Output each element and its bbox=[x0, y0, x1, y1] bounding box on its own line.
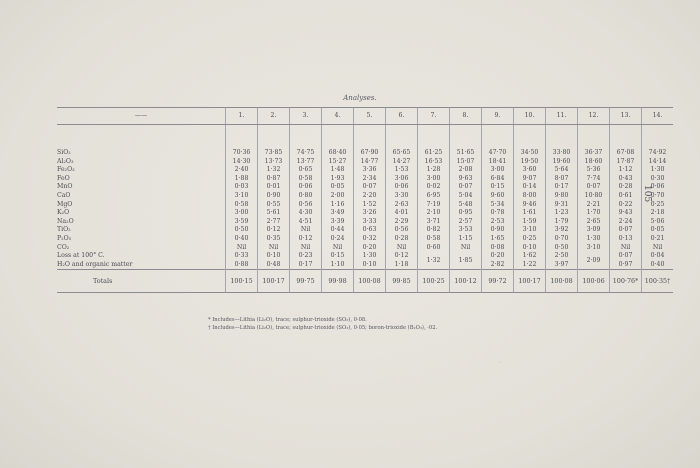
total-value: 99·98 bbox=[322, 270, 354, 293]
table-cell: 8·00 bbox=[522, 191, 537, 199]
table-cell: 0·58 bbox=[426, 234, 441, 242]
table-cell: 1·12 bbox=[618, 166, 633, 174]
table-cell: 1·70 bbox=[586, 209, 601, 217]
analysis-column-8 bbox=[450, 125, 482, 270]
table-cell: 2·34 bbox=[362, 174, 377, 182]
table-cell: 1·62 bbox=[522, 252, 537, 260]
table-cell: 0·82 bbox=[426, 226, 441, 234]
analysis-column-11 bbox=[546, 125, 578, 270]
table-cell: 0·88 bbox=[234, 260, 249, 268]
table-cell: 73·85 bbox=[264, 149, 283, 156]
row-label: SiO₂ bbox=[57, 149, 71, 156]
table-cell: 0·55 bbox=[266, 200, 281, 208]
table-cell: 0·15 bbox=[490, 183, 505, 191]
table-cell: 0·40 bbox=[234, 234, 249, 242]
table-cell: 9·07 bbox=[522, 174, 537, 182]
table-cell: 2·00 bbox=[330, 191, 345, 199]
footnotes bbox=[208, 316, 437, 332]
table-cell: 0·07 bbox=[458, 183, 473, 191]
column-header-11: 11. bbox=[546, 108, 578, 125]
totals-label: Totals bbox=[57, 270, 226, 293]
table-cell: 7·19 bbox=[426, 200, 441, 208]
table-cell: 5·64 bbox=[554, 166, 569, 174]
table-cell: 0·90 bbox=[266, 191, 281, 199]
table-cell: 5·04 bbox=[458, 191, 473, 199]
table-cell: 2·20 bbox=[362, 191, 377, 199]
analysis-column-9 bbox=[482, 125, 514, 270]
table-cell: Nil bbox=[652, 243, 663, 251]
table-cell: 0·97 bbox=[618, 260, 633, 268]
table-cell: 18·60 bbox=[584, 157, 603, 165]
table-cell-merged: 2·09 bbox=[586, 257, 601, 265]
table-cell: 67·90 bbox=[360, 149, 379, 156]
analysis-column-4 bbox=[322, 125, 354, 270]
table-body-row bbox=[57, 125, 673, 270]
column-header-7: 7. bbox=[418, 108, 450, 125]
table-cell: 3·06 bbox=[394, 174, 409, 182]
table-cell-merged: 1·85 bbox=[458, 257, 473, 265]
table-cell: 3·49 bbox=[330, 209, 345, 217]
table-cell: 15·07 bbox=[456, 157, 475, 165]
table-cell: 0·07 bbox=[618, 252, 633, 260]
table-cell: 2·63 bbox=[394, 200, 409, 208]
table-cell: 0·23 bbox=[298, 252, 313, 260]
table-cell: 8·07 bbox=[554, 174, 569, 182]
table-cell: 0·25 bbox=[650, 200, 665, 208]
table-cell: Nil bbox=[268, 243, 279, 251]
table-cell: 2·82 bbox=[490, 260, 505, 268]
analysis-column-5 bbox=[354, 125, 386, 270]
table-cell: 70·36 bbox=[232, 149, 251, 156]
table-cell: 2·53 bbox=[490, 217, 505, 225]
table-cell: 0·01 bbox=[266, 183, 281, 191]
column-header-14: 14. bbox=[642, 108, 674, 125]
row-label: Na₂O bbox=[57, 217, 74, 225]
total-value: 100·17 bbox=[514, 270, 546, 293]
table-cell: 19·60 bbox=[552, 157, 571, 165]
total-value: 99·72 bbox=[482, 270, 514, 293]
table-cell: 0·87 bbox=[266, 174, 281, 182]
table-cell: 0·61 bbox=[618, 191, 633, 199]
table-cell: Nil bbox=[236, 243, 247, 251]
table-cell: 3·09 bbox=[586, 226, 601, 234]
row-label: CaO bbox=[57, 191, 71, 199]
table-cell: 1·10 bbox=[330, 260, 345, 268]
total-value: 100·25 bbox=[418, 270, 450, 293]
table-cell: 3·10 bbox=[234, 191, 249, 199]
analysis-column-6 bbox=[386, 125, 418, 270]
table-cell: 1·16 bbox=[330, 200, 345, 208]
column-header-2: 2. bbox=[258, 108, 290, 125]
table-cell: 3·00 bbox=[426, 174, 441, 182]
table-cell: 4·51 bbox=[298, 217, 313, 225]
table-cell-merged: 1·32 bbox=[426, 257, 441, 265]
table-cell: 6·95 bbox=[426, 191, 441, 199]
table-cell: 2·57 bbox=[458, 217, 473, 225]
table-cell: 3·00 bbox=[490, 166, 505, 174]
table-cell: 0·10 bbox=[266, 252, 281, 260]
table-cell: 1·30 bbox=[362, 252, 377, 260]
table-cell: 3·36 bbox=[362, 166, 377, 174]
table-cell: 1·32 bbox=[266, 166, 281, 174]
table-cell: 3·10 bbox=[586, 243, 601, 251]
table-cell: 6·84 bbox=[490, 174, 505, 182]
total-value: 100·06 bbox=[578, 270, 610, 293]
total-value: 100·12 bbox=[450, 270, 482, 293]
table-cell: 0·03 bbox=[234, 183, 249, 191]
table-cell: 9·43 bbox=[618, 209, 633, 217]
table-cell: Nil bbox=[620, 243, 631, 251]
column-header-5: 5. bbox=[354, 108, 386, 125]
total-value: 100·08 bbox=[546, 270, 578, 293]
table-cell: 7·74 bbox=[586, 174, 601, 182]
table-cell: 3·30 bbox=[394, 191, 409, 199]
table-cell: 9·80 bbox=[554, 191, 569, 199]
table-cell: 0·13 bbox=[618, 234, 633, 242]
table-cell: 74·92 bbox=[648, 149, 667, 156]
table-cell: 0·14 bbox=[522, 183, 537, 191]
table-cell: 0·05 bbox=[330, 183, 345, 191]
table-cell: 0·48 bbox=[266, 260, 281, 268]
table-cell: 0·28 bbox=[618, 183, 633, 191]
total-value: 100·76* bbox=[610, 270, 642, 293]
analyses-table bbox=[57, 107, 673, 293]
table-cell: 0·07 bbox=[618, 226, 633, 234]
table-cell: 0·44 bbox=[330, 226, 345, 234]
table-cell: 5·48 bbox=[458, 200, 473, 208]
table-cell: 0·10 bbox=[362, 260, 377, 268]
row-label: Loss at 100° C. bbox=[57, 252, 105, 260]
table-cell: 2·24 bbox=[618, 217, 633, 225]
table-cell: 0·90 bbox=[490, 226, 505, 234]
table-cell: 0·15 bbox=[330, 252, 345, 260]
table-cell: 0·56 bbox=[394, 226, 409, 234]
table-cell: 0·25 bbox=[522, 234, 537, 242]
table-cell: 1·28 bbox=[426, 166, 441, 174]
row-label: Fe₂O₃ bbox=[57, 166, 75, 174]
constituent-labels bbox=[57, 125, 226, 270]
table-cell: 3·71 bbox=[426, 217, 441, 225]
table-cell: 0·06 bbox=[298, 183, 313, 191]
table-cell: 0·60 bbox=[426, 243, 441, 251]
table-cell: 3·92 bbox=[554, 226, 569, 234]
analysis-column-7 bbox=[418, 125, 450, 270]
analysis-column-3 bbox=[290, 125, 322, 270]
table-cell: 0·06 bbox=[650, 183, 665, 191]
table-cell: 16·53 bbox=[424, 157, 443, 165]
analysis-column-14 bbox=[642, 125, 674, 270]
table-cell: 2·08 bbox=[458, 166, 473, 174]
column-header-13: 13. bbox=[610, 108, 642, 125]
table-cell: 5·61 bbox=[266, 209, 281, 217]
analysis-column-10 bbox=[514, 125, 546, 270]
table-cell: Nil bbox=[332, 243, 343, 251]
table-cell: 1·53 bbox=[394, 166, 409, 174]
table-cell: 9·46 bbox=[522, 200, 537, 208]
table-cell: 2·40 bbox=[234, 166, 249, 174]
table-cell: 0·17 bbox=[298, 260, 313, 268]
table-cell: 1·61 bbox=[522, 209, 537, 217]
table-cell: 1·22 bbox=[522, 260, 537, 268]
footnote-2: † Includes—Lithia (Li₂O), trace; sulphur-trioxide (SO₃), 0·05; boron-trioxide (B₂O₃), ·02. bbox=[208, 325, 438, 331]
table-cell: 15·27 bbox=[328, 157, 347, 165]
footnote-1: * Includes—Lithia (Li₂O), trace; sulphur-trioxide (SO₃), 0·08. bbox=[208, 317, 367, 323]
table-cell: 0·07 bbox=[362, 183, 377, 191]
column-header-12: 12. bbox=[578, 108, 610, 125]
column-header-1: 1. bbox=[226, 108, 258, 125]
table-cell: 0·32 bbox=[362, 234, 377, 242]
table-cell: 0·12 bbox=[394, 252, 409, 260]
table-cell: 0·07 bbox=[586, 183, 601, 191]
table-cell: 0·17 bbox=[554, 183, 569, 191]
table-cell: 0·80 bbox=[298, 191, 313, 199]
table-cell: 0·30 bbox=[650, 174, 665, 182]
row-label: CO₂ bbox=[57, 243, 70, 251]
table-cell: 3·59 bbox=[234, 217, 249, 225]
total-value: 100·15 bbox=[226, 270, 258, 293]
table-cell: 4·01 bbox=[394, 209, 409, 217]
table-cell: 14·27 bbox=[392, 157, 411, 165]
analysis-column-13 bbox=[610, 125, 642, 270]
table-cell: 34·50 bbox=[520, 149, 539, 156]
table-cell: 0·58 bbox=[298, 174, 313, 182]
table-cell: 1·59 bbox=[522, 217, 537, 225]
table-cell: 1·52 bbox=[362, 200, 377, 208]
table-cell: 1·23 bbox=[554, 209, 569, 217]
table-cell: 0·06 bbox=[394, 183, 409, 191]
table-cell: Nil bbox=[300, 226, 311, 234]
table-cell: 2·65 bbox=[586, 217, 601, 225]
column-header-3: 3. bbox=[290, 108, 322, 125]
table-cell: 0·50 bbox=[554, 243, 569, 251]
table-cell: 1·48 bbox=[330, 166, 345, 174]
table-cell: 1·65 bbox=[490, 234, 505, 242]
table-cell: 10·80 bbox=[584, 191, 603, 199]
table-cell: 14·14 bbox=[648, 157, 667, 165]
table-cell: 9·31 bbox=[554, 200, 569, 208]
table-cell: 0·70 bbox=[554, 234, 569, 242]
row-label: MnO bbox=[57, 183, 73, 191]
table-cell: 2·18 bbox=[650, 209, 665, 217]
table-cell: 0·56 bbox=[298, 200, 313, 208]
table-cell: 3·10 bbox=[522, 226, 537, 234]
table-cell: 19·50 bbox=[520, 157, 539, 165]
total-value: 100·17 bbox=[258, 270, 290, 293]
table-cell: 0·21 bbox=[650, 234, 665, 242]
column-header-6: 6. bbox=[386, 108, 418, 125]
total-value: 100·08 bbox=[354, 270, 386, 293]
table-cell: 0·05 bbox=[650, 226, 665, 234]
table-cell: 14·77 bbox=[360, 157, 379, 165]
table-cell: 0·40 bbox=[650, 260, 665, 268]
table-cell: 36·37 bbox=[584, 149, 603, 156]
table-cell: 1·15 bbox=[458, 234, 473, 242]
table-cell: 5·36 bbox=[586, 166, 601, 174]
table-cell: 0·58 bbox=[234, 200, 249, 208]
table-cell: Nil bbox=[300, 243, 311, 251]
row-label: H₂O and organic matter bbox=[57, 260, 133, 268]
table-cell: 0·12 bbox=[298, 234, 313, 242]
row-label: FeO bbox=[57, 174, 70, 182]
row-label: K₂O bbox=[57, 209, 70, 217]
table-cell: 0·70 bbox=[650, 191, 665, 199]
table-cell: 14·30 bbox=[232, 157, 251, 165]
table-header-row bbox=[57, 108, 673, 125]
table-cell: 67·08 bbox=[616, 149, 635, 156]
row-label: MgO bbox=[57, 200, 73, 208]
table-cell: 4·30 bbox=[298, 209, 313, 217]
table-cell: 1·79 bbox=[554, 217, 569, 225]
table-cell: 0·78 bbox=[490, 209, 505, 217]
table-cell: 5·06 bbox=[650, 217, 665, 225]
table-cell: 33·80 bbox=[552, 149, 571, 156]
table-cell: 2·21 bbox=[586, 200, 601, 208]
table-cell: 2·77 bbox=[266, 217, 281, 225]
table-cell: 3·60 bbox=[522, 166, 537, 174]
table-cell: 51·65 bbox=[456, 149, 475, 156]
analysis-column-12 bbox=[578, 125, 610, 270]
table-cell: 2·29 bbox=[394, 217, 409, 225]
table-cell: 13·73 bbox=[264, 157, 283, 165]
stray-mark: ' bbox=[500, 360, 502, 365]
column-header-4: 4. bbox=[322, 108, 354, 125]
table-cell: 68·40 bbox=[328, 149, 347, 156]
table-cell: Nil bbox=[396, 243, 407, 251]
table-cell: 47·70 bbox=[488, 149, 507, 156]
table-cell: 0·22 bbox=[618, 200, 633, 208]
table-cell: 0·02 bbox=[426, 183, 441, 191]
table-caption: Analyses. bbox=[343, 94, 377, 102]
table-cell: 3·33 bbox=[362, 217, 377, 225]
table-cell: 0·10 bbox=[522, 243, 537, 251]
table-cell: 3·53 bbox=[458, 226, 473, 234]
column-header-9: 9. bbox=[482, 108, 514, 125]
total-value: 99·85 bbox=[386, 270, 418, 293]
table-cell: 0·43 bbox=[618, 174, 633, 182]
table-cell: 1·30 bbox=[650, 166, 665, 174]
total-value: 99·75 bbox=[290, 270, 322, 293]
table-cell: 5·34 bbox=[490, 200, 505, 208]
table-cell: 0·65 bbox=[298, 166, 313, 174]
table-cell: Nil bbox=[460, 243, 471, 251]
table-cell: 9·63 bbox=[458, 174, 473, 182]
row-label: TiO₂ bbox=[57, 226, 71, 234]
table-cell: 61·25 bbox=[424, 149, 443, 156]
table-cell: 3·26 bbox=[362, 209, 377, 217]
table-cell: 0·28 bbox=[394, 234, 409, 242]
table-cell: 0·12 bbox=[266, 226, 281, 234]
table-cell: 0·50 bbox=[234, 226, 249, 234]
analysis-column-2 bbox=[258, 125, 290, 270]
table-cell: 0·33 bbox=[234, 252, 249, 260]
table-cell: 2·50 bbox=[554, 252, 569, 260]
column-header-10: 10. bbox=[514, 108, 546, 125]
column-header-8: 8. bbox=[450, 108, 482, 125]
table-cell: 0·20 bbox=[362, 243, 377, 251]
table-cell: 0·20 bbox=[490, 252, 505, 260]
row-label: Al₂O₃ bbox=[57, 157, 74, 165]
table-cell: 17·87 bbox=[616, 157, 635, 165]
table-cell: 0·35 bbox=[266, 234, 281, 242]
page-number: 105 bbox=[642, 185, 652, 203]
label-column-header: —— bbox=[57, 108, 226, 125]
total-value: 100·35† bbox=[642, 270, 674, 293]
table-cell: 0·24 bbox=[330, 234, 345, 242]
table-cell: 1·93 bbox=[330, 174, 345, 182]
table-cell: 3·97 bbox=[554, 260, 569, 268]
table-cell: 1·88 bbox=[234, 174, 249, 182]
table-cell: 1·18 bbox=[394, 260, 409, 268]
table-cell: 3·39 bbox=[330, 217, 345, 225]
table-cell: 0·63 bbox=[362, 226, 377, 234]
table-cell: 65·65 bbox=[392, 149, 411, 156]
table-cell: 9·60 bbox=[490, 191, 505, 199]
table-cell: 13·77 bbox=[296, 157, 315, 165]
analysis-column-1 bbox=[226, 125, 258, 270]
row-label: P₂O₅ bbox=[57, 234, 72, 242]
table-cell: 2·10 bbox=[426, 209, 441, 217]
table-cell: 0·08 bbox=[490, 243, 505, 251]
table-cell: 3·00 bbox=[234, 209, 249, 217]
table-cell: 0·04 bbox=[650, 252, 665, 260]
table-cell: 18·41 bbox=[488, 157, 507, 165]
table-cell: 0·95 bbox=[458, 209, 473, 217]
totals-row bbox=[57, 270, 673, 293]
table-cell: 74·75 bbox=[296, 149, 315, 156]
table-cell: 1·30 bbox=[586, 234, 601, 242]
